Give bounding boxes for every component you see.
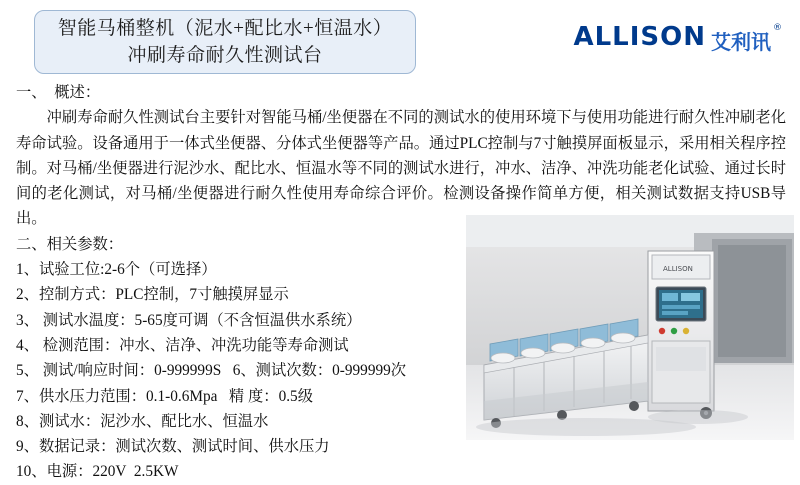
page-title-line-2: 冲刷寿命耐久性测试台 [127,45,323,66]
registered-trademark-icon: ® [773,23,782,33]
svg-text:ALLISON: ALLISON [663,265,693,273]
equipment-photo [466,215,794,440]
parameters-heading: 二、相关参数： [16,235,124,253]
list-item: 5、 测试/响应时间：0-999999S 6、测试次数：0-999999次 [16,362,407,380]
brand-logo-cn-text: 艾利讯 [711,32,771,54]
page-title [34,10,416,74]
list-item: 9、数据记录：测试次数、测试时间、供水压力 [16,438,330,456]
brand-logo [573,22,782,55]
list-item: 7、供水压力范围：0.1-0.6Mpa 精 度：0.5级 [16,387,314,405]
list-item: 3、 测试水温度：5-65度可调（不含恒温供水系统） [16,311,362,329]
overview-paragraph: 冲刷寿命耐久性测试台主要针对智能马桶/坐便器在不同的测试水的使用环境下与使用功能进行耐久性冲刷老化寿命试验。设备通用于一体式坐便器、分体式坐便器等产品。通过PLC控制与7寸触摸屏面板显示，采用相关程序控制。对马桶/坐便器进行泥沙水、配比水、恒温水等不同的测试水进行，冲水、洁净、冲洗功能老化试验、通过长时间的老化测试，对马桶/坐便器进行耐久性使用寿命综合评价。检测设备操作简单方便，相关测试数据支持USB导出。 [16,109,786,228]
list-item: 8、测试水：泥沙水、配比水、恒温水 [16,412,269,430]
list-item: 10、电源：220V 2.5KW [16,463,179,481]
brand-logo-text: ALLISON [573,22,706,52]
list-item: 2、控制方式：PLC控制，7寸触摸屏显示 [16,286,289,304]
equipment-photo-illustration [466,215,794,440]
list-item: 4、 检测范围：冲水、洁净、冲洗功能等寿命测试 [16,336,349,354]
overview-heading: 一、 概述： [16,84,101,101]
list-item: 1、试验工位:2-6个（可选择） [16,261,217,279]
page-title-line-1: 智能马桶整机（泥水+配比水+恒温水） [57,18,393,39]
